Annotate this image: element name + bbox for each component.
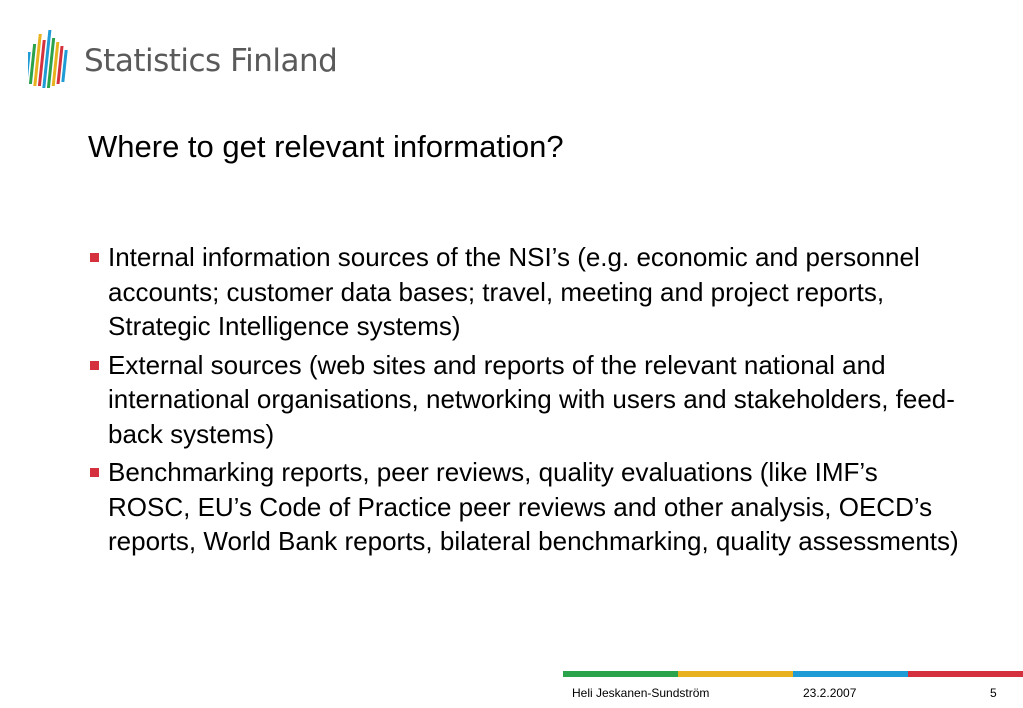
statistics-finland-logo: [28, 30, 337, 92]
bullet-square-icon: [90, 361, 99, 370]
bullet-item-benchmarking: [87, 455, 967, 559]
bullet-text: Benchmarking reports, peer reviews, quality evaluations (like IMF’s ROSC, EU’s Code of Practice peer reviews and other analysis, OECD’s reports, World Bank reports, bilateral benchmarking, quality assessments): [108, 457, 959, 556]
bullet-square-icon: [90, 468, 99, 477]
bullet-list: [87, 240, 967, 563]
bullet-text: External sources (web sites and reports of the relevant national and international organisations, networking with users and stakeholders, feed-back systems): [108, 349, 955, 449]
bullet-item-external-sources: [87, 348, 967, 452]
footer-color-bar: [563, 671, 1023, 677]
footer-author: Heli Jeskanen-Sundström: [572, 686, 710, 700]
slide-title: Where to get relevant information?: [88, 129, 564, 164]
page-number: 5: [990, 686, 997, 700]
bullet-text: Internal information sources of the NSI’s (e.g. economic and personnel accounts; customer data bases; travel, meeting and project reports, Strategic Intelligence systems): [108, 242, 920, 341]
footer-date: 23.2.2007: [803, 686, 857, 700]
footer-bar-green: [563, 671, 678, 677]
bullet-item-internal-sources: [87, 240, 967, 344]
footer-bar-blue: [793, 671, 908, 677]
bullet-square-icon: [90, 253, 99, 262]
statistics-finland-bars-icon: [28, 30, 74, 92]
footer-bar-red: [908, 671, 1023, 677]
footer-bar-yellow: [678, 671, 793, 677]
logo-text: Statistics Finland: [84, 42, 338, 79]
